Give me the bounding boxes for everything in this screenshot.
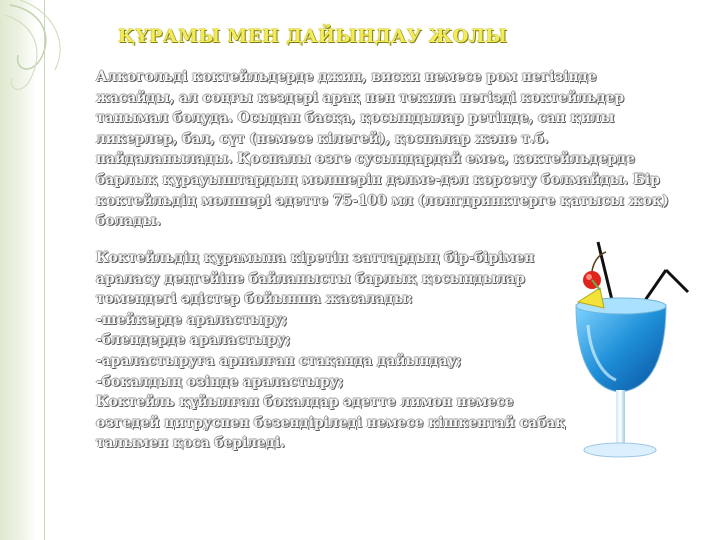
method-line: өзгедей цитруспен безендіріледі немесе кішкентай сабақ: [96, 414, 566, 431]
method-line: Коктейль құйылған бокалдар әдетте лимон немесе: [96, 394, 514, 411]
method-line: Коктейльдің құрамына кіретін заттардың бір-бірімен: [96, 250, 535, 266]
intro-paragraph: Алкогольді коктейльдерде джин, виски немесе ром негізінде жасайды, ал соңғы кездері арақ пен текила негізді коктейльдер танымал болуда. Осыдан басқа, қосындылар ретінде, сан қилы ликерлер, бал, сүт (немесе кілегей), қоспалар және т.б. пайдаланылады. Қоспалы өзге сусындардай емес, коктейльдерде барлық құрауыштардың мөлшерін дәлме-дәл көрсету болмайды. Бір коктейльдің мөлшері әдетте 75-100 мл (лонгдринктерге қатысы жоқ) болады.: [96, 69, 669, 230]
method-line: төмендегі әдістер бойынша жасалады:: [96, 291, 413, 308]
method-line: -блендерде араластыру;: [96, 332, 291, 349]
slide-title: ҚҰРАМЫ МЕН ДАЙЫНДАУ ЖОЛЫ: [118, 26, 508, 47]
decorative-curl-ornament: [0, 0, 90, 120]
method-line: араласу деңгейіне байланысты барлық қосындылар: [96, 270, 525, 287]
method-line: -араластыруға арналған стақанда дайындау;: [96, 352, 462, 369]
cocktail-glass-image: [548, 230, 693, 470]
method-line: -бокалдың өзінде араластыру;: [96, 373, 344, 390]
method-line: талымен қоса беріледі.: [96, 435, 285, 452]
method-paragraph: [96, 248, 566, 454]
method-line: -шейкерде араластыру;: [96, 311, 288, 328]
